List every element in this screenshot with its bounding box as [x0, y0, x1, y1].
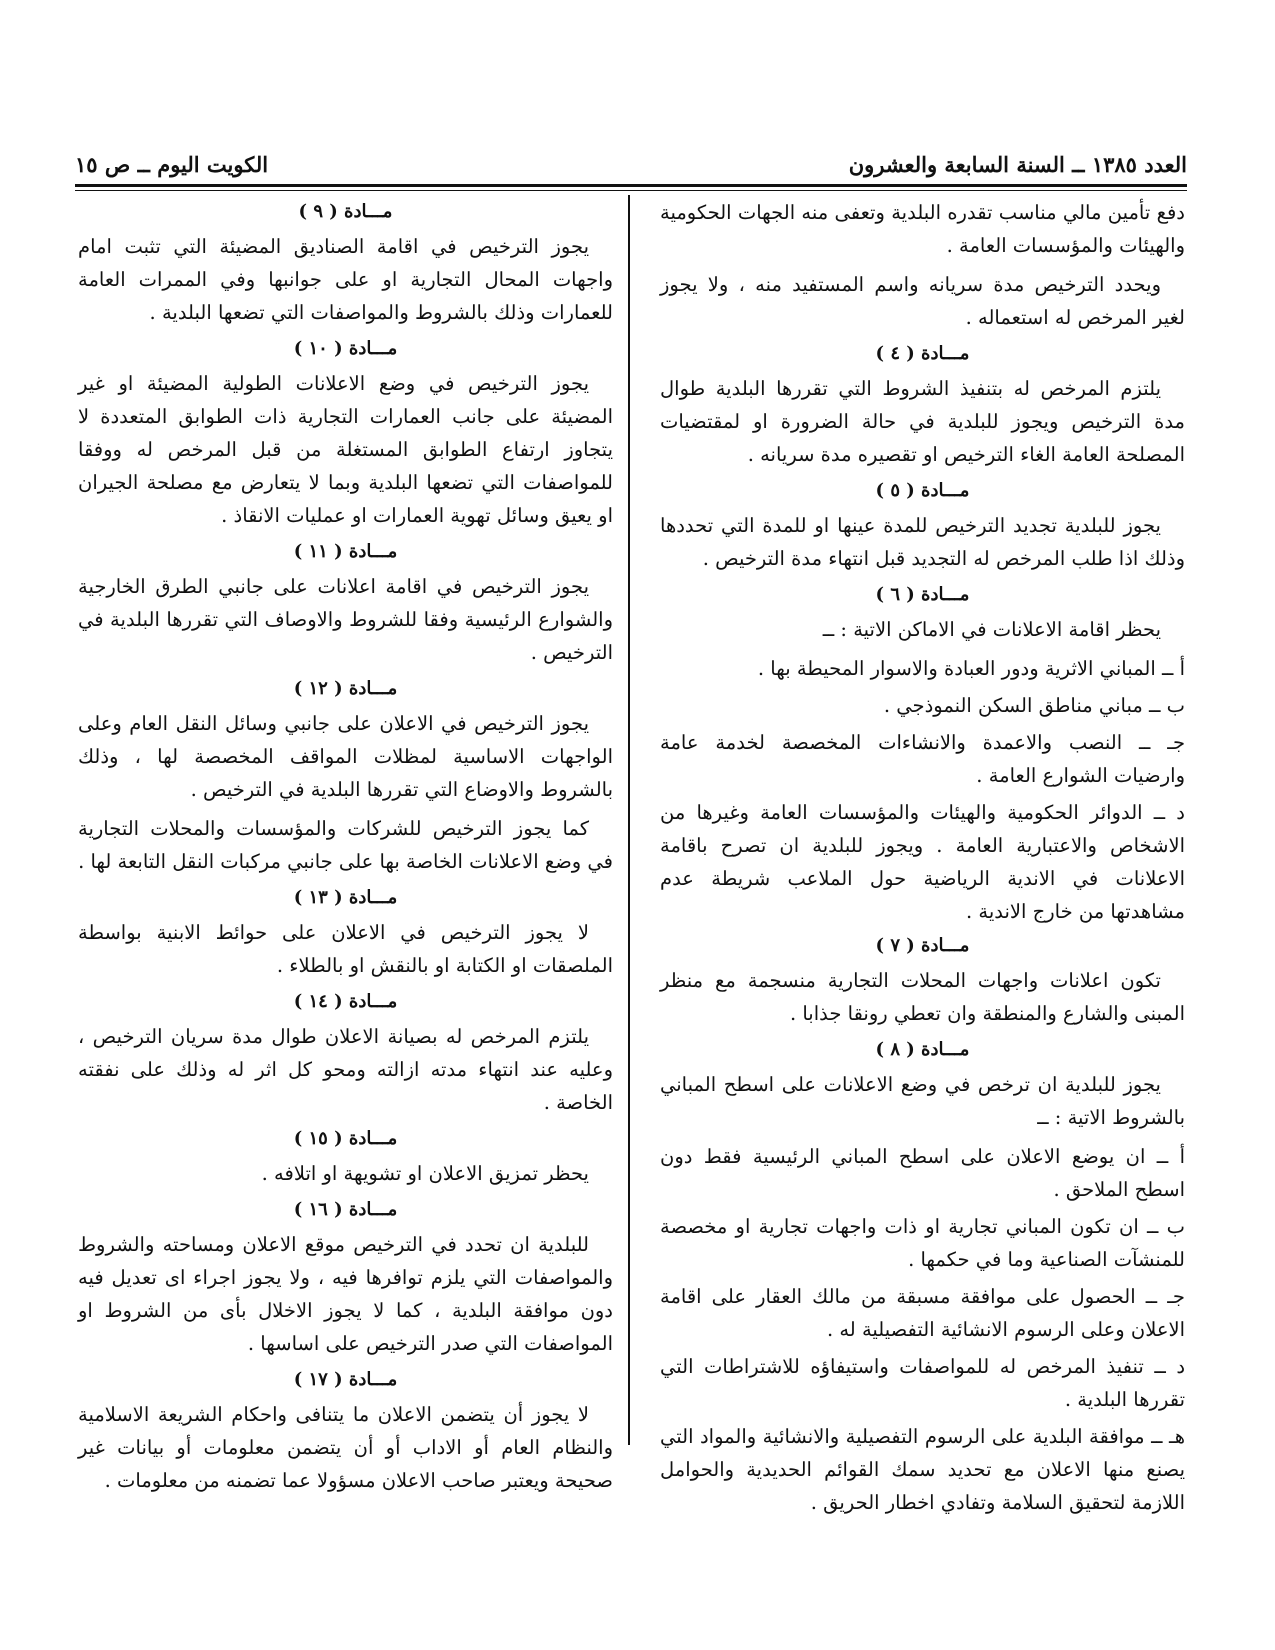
- column-divider: [628, 195, 630, 1445]
- list-item: ب ــ ان تكون المباني تجارية او ذات واجهات تجارية او مخصصة للمنشآت الصناعية وما في حكمها .: [660, 1215, 1185, 1271]
- article-text: يجوز الترخيص في الاعلان على جانبي وسائل النقل العام وعلى الواجهات الاساسية لمظلات المواقف المخصصة لها ، وذلك بالشروط والاوضاع التي تقررها البلدية في الترخيص .: [78, 712, 613, 801]
- article-text: يلتزم المرخص له بصيانة الاعلان طوال مدة سريان الترخيص ، وعليه عند انتهاء مدته ازالته ومحو كل اثر له وذلك على نفقته الخاصة .: [78, 1025, 613, 1114]
- list-item: ب ــ مباني مناطق السكن النموذجي .: [883, 694, 1185, 717]
- article-text: للبلدية ان تحدد في الترخيص موقع الاعلان ومساحته والشروط والمواصفات التي يلزم توافرها فيه ، ولا يجوز اجراء اى تعديل فيه دون موافقة البلدية ، كما لا يجوز الاخلال بأى من الشروط او المواصفات التي صدر الترخيص على اساسها .: [78, 1233, 613, 1355]
- article-heading: مـــادة ( ٥ ): [875, 480, 970, 501]
- header-rule-thin: [75, 190, 1187, 191]
- list-item: أ ــ ان يوضع الاعلان على اسطح المباني الرئيسية فقط دون اسطح الملاحق .: [660, 1145, 1185, 1201]
- article-text: يجوز الترخيص في اقامة الصناديق المضيئة التي تثبت امام واجهات المحال التجارية او على جوانبها وفي الممرات العامة للعمارات وذلك بالشروط والمواصفات التي تضعها البلدية .: [78, 235, 613, 324]
- article-heading: مـــادة ( ١٥ ): [293, 1128, 398, 1149]
- article-text: كما يجوز الترخيص للشركات والمؤسسات والمحلات التجارية في وضع الاعلانات الخاصة بها على جانبي مركبات النقل التابعة لها .: [78, 817, 613, 873]
- right-column: [660, 196, 1185, 1523]
- list-item: د ــ الدوائر الحكومية والهيئات والمؤسسات العامة وغيرها من الاشخاص والاعتبارية العامة . ويجوز للبلدية ان تصرح باقامة الاعلانات في الاندية الرياضية حول الملاعب شريطة عدم مشاهدتها من خارج الاندية .: [660, 801, 1185, 923]
- header-rule: [75, 184, 1187, 187]
- article-heading: مـــادة ( ٧ ): [875, 935, 970, 956]
- paragraph: ويحدد الترخيص مدة سريانه واسم المستفيد منه ، ولا يجوز لغير المرخص له استعماله .: [660, 273, 1185, 329]
- article-heading: مـــادة ( ٦ ): [875, 584, 970, 605]
- page-number: الكويت اليوم ــ ص ١٥: [75, 152, 269, 177]
- list-item: د ــ تنفيذ المرخص له للمواصفات واستيفاؤه للاشتراطات التي تقررها البلدية .: [660, 1355, 1185, 1411]
- list-item: هـ ــ موافقة البلدية على الرسوم التفصيلية والانشائية والمواد التي يصنع منها الاعلان مع تحديد سمك القوائم الحديدية والحوامل اللازمة لتحقيق السلامة وتفادي اخطار الحريق .: [660, 1425, 1185, 1514]
- article-heading: مـــادة ( ١٦ ): [293, 1199, 398, 1220]
- article-text: يجوز الترخيص في وضع الاعلانات الطولية المضيئة او غير المضيئة على جانب العمارات التجارية ذات الطوابق المتعددة لا يتجاوز ارتفاع الطوابق المستغلة من قبل المرخص له ووفقا للمواصفات التي تضعها البلدية وبما لا يتعارض مع مصلحة الجيران او يعيق وسائل تهوية العمارات او عمليات الانقاذ .: [78, 372, 613, 527]
- page-header: [75, 152, 1187, 182]
- article-heading: مـــادة ( ٨ ): [875, 1039, 970, 1060]
- article-text: يجوز للبلدية ان ترخص في وضع الاعلانات على اسطح المباني بالشروط الاتية : ــ: [660, 1073, 1185, 1129]
- list-item: جـ ــ النصب والاعمدة والانشاءات المخصصة لخدمة عامة وارضيات الشوارع العامة .: [660, 731, 1185, 787]
- article-heading: مـــادة ( ١٧ ): [293, 1369, 398, 1390]
- list-item: جـ ــ الحصول على موافقة مسبقة من مالك العقار على اقامة الاعلان وعلى الرسوم الانشائية التفصيلية له .: [660, 1285, 1185, 1341]
- article-text: يجوز الترخيص في اقامة اعلانات على جانبي الطرق الخارجية والشوارع الرئيسية وفقا للشروط والاوصاف التي تقررها البلدية في الترخيص .: [78, 575, 613, 664]
- article-text: يحظر تمزيق الاعلان او تشويهة او اتلافه .: [261, 1162, 589, 1185]
- article-heading: مـــادة ( ١٣ ): [293, 887, 398, 908]
- article-text: لا يجوز أن يتضمن الاعلان ما يتنافى واحكام الشريعة الاسلامية والنظام العام أو الاداب أو أن يتضمن معلومات أو بيانات غير صحيحة ويعتبر صاحب الاعلان مسؤولا عما تضمنه من معلومات .: [78, 1403, 613, 1492]
- list-item: أ ــ المباني الاثرية ودور العبادة والاسوار المحيطة بها .: [757, 657, 1185, 680]
- article-heading: مـــادة ( ١٤ ): [293, 991, 398, 1012]
- article-heading: مـــادة ( ٤ ): [875, 343, 970, 364]
- article-heading: مـــادة ( ٩ ): [298, 201, 393, 222]
- article-text: يحظر اقامة الاعلانات في الاماكن الاتية : ــ: [822, 618, 1161, 641]
- paragraph: دفع تأمين مالي مناسب تقدره البلدية وتعفى منه الجهات الحكومية والهيئات والمؤسسات العامة .: [660, 201, 1185, 257]
- article-text: يجوز للبلدية تجديد الترخيص للمدة عينها او للمدة التي تحددها وذلك اذا طلب المرخص له التجديد قبل انتهاء مدة الترخيص .: [660, 514, 1185, 570]
- article-heading: مـــادة ( ١٢ ): [293, 678, 398, 699]
- article-text: يلتزم المرخص له بتنفيذ الشروط التي تقررها البلدية طوال مدة الترخيص ويجوز للبلدية في حالة الضرورة او لمقتضيات المصلحة العامة الغاء الترخيص او تقصيره مدة سريانه .: [660, 377, 1185, 466]
- issue-info: العدد ١٣٨٥ ــ السنة السابعة والعشرون: [848, 152, 1187, 177]
- article-text: لا يجوز الترخيص في الاعلان على حوائط الابنية بواسطة الملصقات او الكتابة او بالنقش او بالطلاء .: [78, 921, 613, 977]
- left-column: [78, 196, 613, 1503]
- article-text: تكون اعلانات واجهات المحلات التجارية منسجمة مع منظر المبنى والشارع والمنطقة وان تعطي رونقا جذابا .: [660, 969, 1185, 1025]
- article-heading: مـــادة ( ١١ ): [293, 541, 398, 562]
- article-heading: مـــادة ( ١٠ ): [293, 338, 398, 359]
